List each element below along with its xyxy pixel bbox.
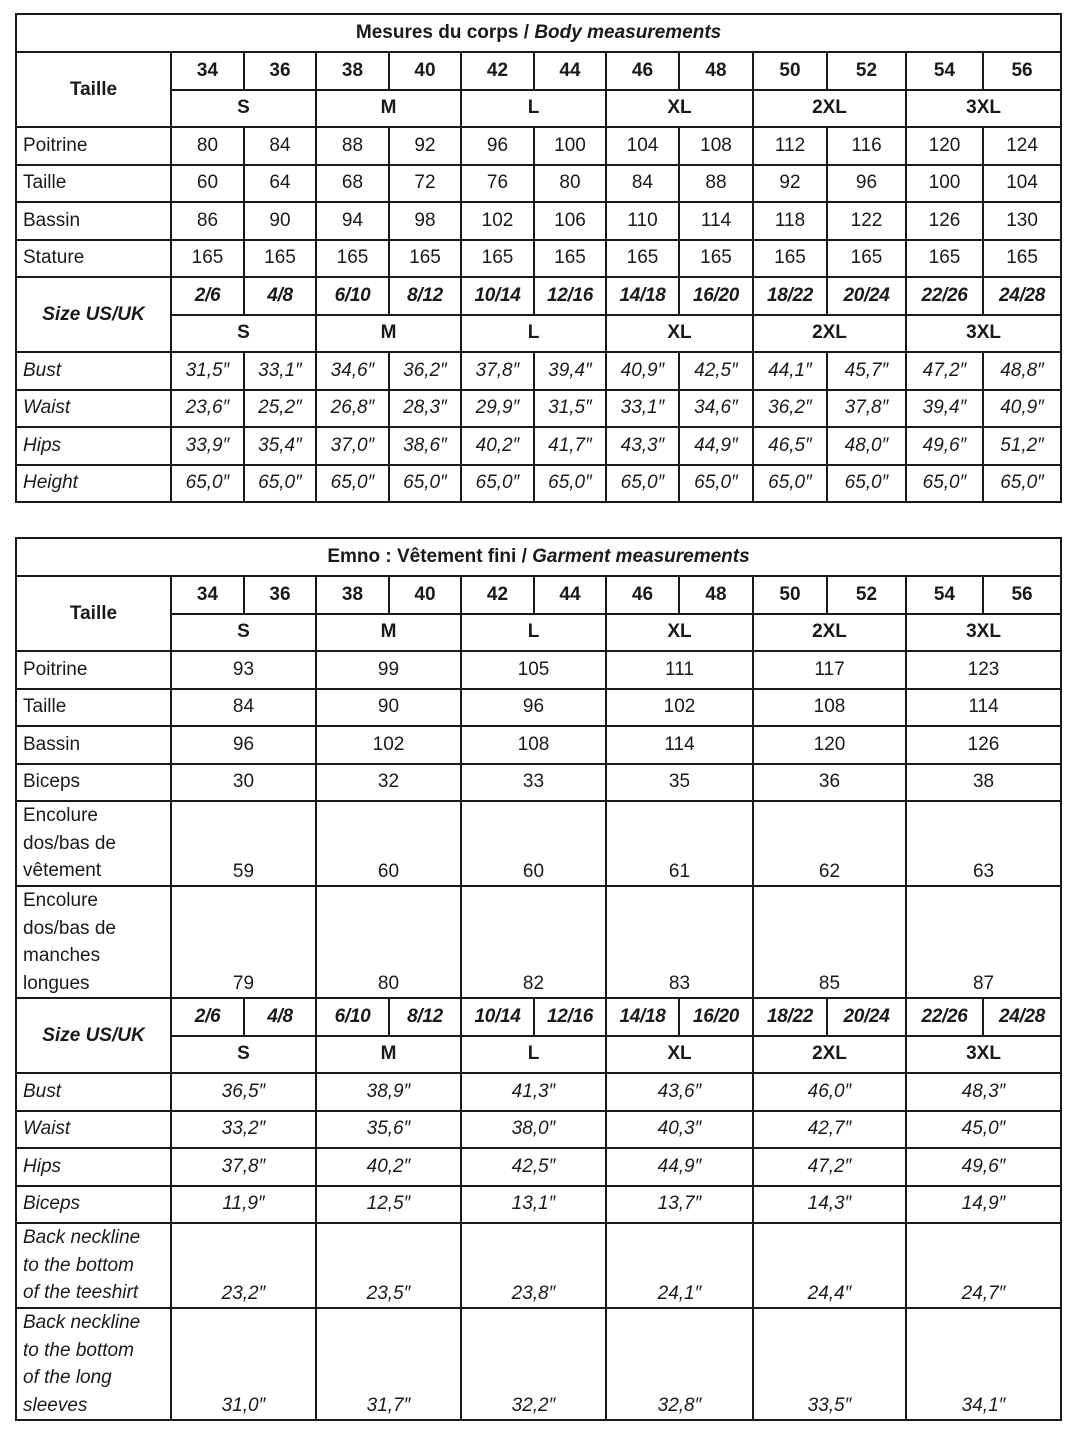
cell-value: 165 <box>534 240 606 278</box>
cell-value: 165 <box>753 240 827 278</box>
size-letter: 3XL <box>906 90 1061 128</box>
cell-value: 100 <box>906 165 983 203</box>
cell-value: 38,6″ <box>389 427 461 465</box>
size-eu: 36 <box>244 52 316 90</box>
cell-value: 60 <box>171 165 244 203</box>
cell-value: 34,6″ <box>679 390 753 428</box>
row-label: Biceps <box>16 1186 171 1224</box>
row-label-line: of the long <box>23 1367 112 1388</box>
size-us-label: Size US/UK <box>16 998 171 1073</box>
size-letter: 2XL <box>753 315 906 353</box>
garment-measurements-table <box>15 537 1062 1421</box>
size-us: 24/28 <box>983 998 1061 1036</box>
row-label-line: Encolure <box>23 805 98 826</box>
cell-value: 111 <box>606 651 753 689</box>
row-label: Stature <box>16 240 171 278</box>
cell-value: 37,0″ <box>316 427 389 465</box>
cell-value: 31,5″ <box>171 352 244 390</box>
size-us: 12/16 <box>534 998 606 1036</box>
cell-value: 65,0″ <box>171 465 244 503</box>
cell-value: 72 <box>389 165 461 203</box>
cell-value: 49,6″ <box>906 427 983 465</box>
cell-value: 42,5″ <box>461 1148 606 1186</box>
cell-value: 44,9″ <box>606 1148 753 1186</box>
cell-value: 76 <box>461 165 534 203</box>
cell-value: 65,0″ <box>906 465 983 503</box>
cell-value: 35,6″ <box>316 1111 461 1149</box>
size-eu: 52 <box>827 576 906 614</box>
cell-value: 80 <box>316 886 461 998</box>
cell-value: 65,0″ <box>389 465 461 503</box>
size-eu: 40 <box>389 52 461 90</box>
row-label <box>16 1223 171 1308</box>
cell-value: 165 <box>827 240 906 278</box>
cell-value: 34,1″ <box>906 1308 1061 1420</box>
cell-value: 32 <box>316 764 461 802</box>
cell-value: 108 <box>461 726 606 764</box>
cell-value: 96 <box>461 689 606 727</box>
cell-value: 33,1″ <box>606 390 679 428</box>
cell-value: 98 <box>389 202 461 240</box>
size-eu: 44 <box>534 52 606 90</box>
size-us: 22/26 <box>906 998 983 1036</box>
size-us: 4/8 <box>244 277 316 315</box>
size-us: 2/6 <box>171 998 244 1036</box>
cell-value: 24,1″ <box>606 1223 753 1308</box>
size-letter: 2XL <box>753 614 906 652</box>
cell-value: 79 <box>171 886 316 998</box>
cell-value: 41,7″ <box>534 427 606 465</box>
cell-value: 68 <box>316 165 389 203</box>
cell-value: 33,5″ <box>753 1308 906 1420</box>
row-label: Waist <box>16 390 171 428</box>
size-eu: 38 <box>316 576 389 614</box>
cell-value: 65,0″ <box>827 465 906 503</box>
cell-value: 60 <box>316 801 461 886</box>
size-eu: 46 <box>606 576 679 614</box>
size-letter: XL <box>606 1036 753 1074</box>
size-eu: 44 <box>534 576 606 614</box>
cell-value: 120 <box>753 726 906 764</box>
cell-value: 42,7″ <box>753 1111 906 1149</box>
cell-value: 36 <box>753 764 906 802</box>
row-label-line: longues <box>23 972 90 994</box>
cell-value: 32,2″ <box>461 1308 606 1420</box>
row-label: Taille <box>16 689 171 727</box>
cell-value: 108 <box>753 689 906 727</box>
cell-value: 104 <box>606 127 679 165</box>
size-eu: 34 <box>171 576 244 614</box>
size-letter: S <box>171 614 316 652</box>
cell-value: 31,7″ <box>316 1308 461 1420</box>
cell-value: 65,0″ <box>534 465 606 503</box>
cell-value: 13,7″ <box>606 1186 753 1224</box>
row-label: Poitrine <box>16 651 171 689</box>
cell-value: 116 <box>827 127 906 165</box>
cell-value: 48,0″ <box>827 427 906 465</box>
cell-value: 117 <box>753 651 906 689</box>
size-us: 10/14 <box>461 998 534 1036</box>
size-letter: L <box>461 1036 606 1074</box>
cell-value: 126 <box>906 726 1061 764</box>
size-letter: S <box>171 1036 316 1074</box>
cell-value: 96 <box>827 165 906 203</box>
cell-value: 26,8″ <box>316 390 389 428</box>
cell-value: 83 <box>606 886 753 998</box>
cell-value: 165 <box>244 240 316 278</box>
row-label-line: Back neckline <box>23 1312 141 1333</box>
row-label: Biceps <box>16 764 171 802</box>
cell-value: 11,9″ <box>171 1186 316 1224</box>
cell-value: 100 <box>534 127 606 165</box>
cell-value: 99 <box>316 651 461 689</box>
row-label: Taille <box>16 165 171 203</box>
cell-value: 165 <box>461 240 534 278</box>
cell-value: 86 <box>171 202 244 240</box>
cell-value: 32,8″ <box>606 1308 753 1420</box>
cell-value: 114 <box>606 726 753 764</box>
cell-value: 88 <box>679 165 753 203</box>
cell-value: 96 <box>461 127 534 165</box>
cell-value: 65,0″ <box>679 465 753 503</box>
size-us: 24/28 <box>983 277 1061 315</box>
cell-value: 24,4″ <box>753 1223 906 1308</box>
cell-value: 118 <box>753 202 827 240</box>
size-eu: 34 <box>171 52 244 90</box>
size-eu: 54 <box>906 52 983 90</box>
size-letter: M <box>316 90 461 128</box>
size-us-label: Size US/UK <box>16 277 171 352</box>
row-label: Bassin <box>16 202 171 240</box>
taille-label: Taille <box>16 576 171 651</box>
cell-value: 12,5″ <box>316 1186 461 1224</box>
size-eu: 50 <box>753 576 827 614</box>
cell-value: 92 <box>389 127 461 165</box>
row-label: Hips <box>16 427 171 465</box>
cell-value: 44,1″ <box>753 352 827 390</box>
row-label-line: Back neckline <box>23 1227 141 1248</box>
size-eu: 48 <box>679 52 753 90</box>
cell-value: 44,9″ <box>679 427 753 465</box>
row-label: Bust <box>16 352 171 390</box>
size-eu: 36 <box>244 576 316 614</box>
size-letter: XL <box>606 90 753 128</box>
size-letter: L <box>461 315 606 353</box>
taille-label: Taille <box>16 52 171 127</box>
cell-value: 84 <box>244 127 316 165</box>
size-eu: 50 <box>753 52 827 90</box>
row-label-line: sleeves <box>23 1394 88 1416</box>
row-label: Bassin <box>16 726 171 764</box>
cell-value: 59 <box>171 801 316 886</box>
cell-value: 48,3″ <box>906 1073 1061 1111</box>
row-label <box>16 801 171 886</box>
cell-value: 40,3″ <box>606 1111 753 1149</box>
size-eu: 56 <box>983 576 1061 614</box>
row-label-line: to the bottom <box>23 1339 134 1361</box>
cell-value: 165 <box>171 240 244 278</box>
row-label-line: dos/bas de <box>23 917 116 939</box>
cell-value: 43,6″ <box>606 1073 753 1111</box>
cell-value: 25,2″ <box>244 390 316 428</box>
cell-value: 104 <box>983 165 1061 203</box>
table-title <box>16 538 1061 576</box>
cell-value: 23,2″ <box>171 1223 316 1308</box>
cell-value: 165 <box>983 240 1061 278</box>
size-eu: 54 <box>906 576 983 614</box>
cell-value: 13,1″ <box>461 1186 606 1224</box>
cell-value: 28,3″ <box>389 390 461 428</box>
cell-value: 36,5″ <box>171 1073 316 1111</box>
size-eu: 38 <box>316 52 389 90</box>
size-letter: XL <box>606 614 753 652</box>
size-eu: 42 <box>461 52 534 90</box>
cell-value: 14,3″ <box>753 1186 906 1224</box>
size-us: 10/14 <box>461 277 534 315</box>
cell-value: 31,0″ <box>171 1308 316 1420</box>
cell-value: 34,6″ <box>316 352 389 390</box>
size-us: 22/26 <box>906 277 983 315</box>
row-label: Waist <box>16 1111 171 1149</box>
size-us: 12/16 <box>534 277 606 315</box>
cell-value: 45,0″ <box>906 1111 1061 1149</box>
cell-value: 85 <box>753 886 906 998</box>
cell-value: 65,0″ <box>244 465 316 503</box>
cell-value: 43,3″ <box>606 427 679 465</box>
size-letter: 2XL <box>753 1036 906 1074</box>
cell-value: 37,8″ <box>171 1148 316 1186</box>
cell-value: 124 <box>983 127 1061 165</box>
size-us: 6/10 <box>316 998 389 1036</box>
cell-value: 102 <box>461 202 534 240</box>
cell-value: 92 <box>753 165 827 203</box>
cell-value: 39,4″ <box>534 352 606 390</box>
row-label <box>16 1308 171 1420</box>
cell-value: 46,5″ <box>753 427 827 465</box>
cell-value: 90 <box>316 689 461 727</box>
size-letter: M <box>316 1036 461 1074</box>
row-label-line: vêtement <box>23 860 102 881</box>
cell-value: 36,2″ <box>753 390 827 428</box>
cell-value: 49,6″ <box>906 1148 1061 1186</box>
cell-value: 36,2″ <box>389 352 461 390</box>
cell-value: 165 <box>606 240 679 278</box>
size-letter: S <box>171 90 316 128</box>
table-title-en: Garment measurements <box>532 546 750 567</box>
cell-value: 120 <box>906 127 983 165</box>
row-label <box>16 886 171 998</box>
size-us: 16/20 <box>679 277 753 315</box>
size-us: 20/24 <box>827 998 906 1036</box>
size-letter: M <box>316 614 461 652</box>
cell-value: 35 <box>606 764 753 802</box>
cell-value: 84 <box>171 689 316 727</box>
size-letter: M <box>316 315 461 353</box>
cell-value: 106 <box>534 202 606 240</box>
cell-value: 130 <box>983 202 1061 240</box>
size-us: 8/12 <box>389 998 461 1036</box>
cell-value: 38,0″ <box>461 1111 606 1149</box>
cell-value: 33,9″ <box>171 427 244 465</box>
body-measurements-table <box>15 13 1062 503</box>
row-label-line: Encolure <box>23 890 98 911</box>
cell-value: 60 <box>461 801 606 886</box>
cell-value: 63 <box>906 801 1061 886</box>
cell-value: 14,9″ <box>906 1186 1061 1224</box>
cell-value: 122 <box>827 202 906 240</box>
cell-value: 47,2″ <box>753 1148 906 1186</box>
cell-value: 41,3″ <box>461 1073 606 1111</box>
size-letter: XL <box>606 315 753 353</box>
cell-value: 110 <box>606 202 679 240</box>
size-letter: 2XL <box>753 90 906 128</box>
cell-value: 23,8″ <box>461 1223 606 1308</box>
size-letter: L <box>461 90 606 128</box>
cell-value: 94 <box>316 202 389 240</box>
size-eu: 56 <box>983 52 1061 90</box>
cell-value: 123 <box>906 651 1061 689</box>
cell-value: 65,0″ <box>316 465 389 503</box>
size-eu: 46 <box>606 52 679 90</box>
cell-value: 46,0″ <box>753 1073 906 1111</box>
size-us: 16/20 <box>679 998 753 1036</box>
row-label-line: manches <box>23 945 101 966</box>
cell-value: 38 <box>906 764 1061 802</box>
cell-value: 33,2″ <box>171 1111 316 1149</box>
cell-value: 40,2″ <box>461 427 534 465</box>
cell-value: 88 <box>316 127 389 165</box>
size-us: 14/18 <box>606 998 679 1036</box>
cell-value: 40,2″ <box>316 1148 461 1186</box>
size-us: 6/10 <box>316 277 389 315</box>
cell-value: 105 <box>461 651 606 689</box>
cell-value: 45,7″ <box>827 352 906 390</box>
cell-value: 48,8″ <box>983 352 1061 390</box>
row-label: Height <box>16 465 171 503</box>
cell-value: 84 <box>606 165 679 203</box>
size-eu: 52 <box>827 52 906 90</box>
row-label-line: dos/bas de <box>23 832 116 854</box>
cell-value: 62 <box>753 801 906 886</box>
size-letter: 3XL <box>906 315 1061 353</box>
cell-value: 96 <box>171 726 316 764</box>
cell-value: 42,5″ <box>679 352 753 390</box>
cell-value: 37,8″ <box>461 352 534 390</box>
cell-value: 165 <box>679 240 753 278</box>
cell-value: 64 <box>244 165 316 203</box>
size-us: 18/22 <box>753 277 827 315</box>
cell-value: 65,0″ <box>461 465 534 503</box>
cell-value: 61 <box>606 801 753 886</box>
cell-value: 65,0″ <box>983 465 1061 503</box>
row-label: Poitrine <box>16 127 171 165</box>
cell-value: 65,0″ <box>606 465 679 503</box>
row-label-line: to the bottom <box>23 1254 134 1276</box>
cell-value: 35,4″ <box>244 427 316 465</box>
cell-value: 39,4″ <box>906 390 983 428</box>
cell-value: 82 <box>461 886 606 998</box>
size-us: 20/24 <box>827 277 906 315</box>
cell-value: 90 <box>244 202 316 240</box>
table-title-fr: Emno : Vêtement fini / <box>327 546 533 567</box>
cell-value: 65,0″ <box>753 465 827 503</box>
cell-value: 112 <box>753 127 827 165</box>
cell-value: 24,7″ <box>906 1223 1061 1308</box>
cell-value: 87 <box>906 886 1061 998</box>
cell-value: 80 <box>171 127 244 165</box>
cell-value: 114 <box>679 202 753 240</box>
cell-value: 114 <box>906 689 1061 727</box>
cell-value: 23,5″ <box>316 1223 461 1308</box>
size-us: 18/22 <box>753 998 827 1036</box>
cell-value: 37,8″ <box>827 390 906 428</box>
table-title-fr: Mesures du corps / <box>355 22 535 43</box>
cell-value: 47,2″ <box>906 352 983 390</box>
cell-value: 126 <box>906 202 983 240</box>
cell-value: 108 <box>679 127 753 165</box>
size-letter: S <box>171 315 316 353</box>
size-eu: 42 <box>461 576 534 614</box>
size-letter: 3XL <box>906 614 1061 652</box>
cell-value: 165 <box>906 240 983 278</box>
cell-value: 30 <box>171 764 316 802</box>
cell-value: 40,9″ <box>983 390 1061 428</box>
size-us: 2/6 <box>171 277 244 315</box>
cell-value: 80 <box>534 165 606 203</box>
size-letter: 3XL <box>906 1036 1061 1074</box>
cell-value: 33,1″ <box>244 352 316 390</box>
cell-value: 165 <box>389 240 461 278</box>
size-us: 14/18 <box>606 277 679 315</box>
table-title <box>16 14 1061 52</box>
size-us: 8/12 <box>389 277 461 315</box>
cell-value: 29,9″ <box>461 390 534 428</box>
size-us: 4/8 <box>244 998 316 1036</box>
cell-value: 33 <box>461 764 606 802</box>
row-label-line: of the teeshirt <box>23 1282 139 1303</box>
cell-value: 31,5″ <box>534 390 606 428</box>
row-label: Bust <box>16 1073 171 1111</box>
cell-value: 102 <box>316 726 461 764</box>
cell-value: 93 <box>171 651 316 689</box>
cell-value: 23,6″ <box>171 390 244 428</box>
size-letter: L <box>461 614 606 652</box>
cell-value: 165 <box>316 240 389 278</box>
cell-value: 51,2″ <box>983 427 1061 465</box>
size-eu: 40 <box>389 576 461 614</box>
cell-value: 38,9″ <box>316 1073 461 1111</box>
cell-value: 40,9″ <box>606 352 679 390</box>
row-label: Hips <box>16 1148 171 1186</box>
size-eu: 48 <box>679 576 753 614</box>
table-title-en: Body measurements <box>534 22 722 43</box>
cell-value: 102 <box>606 689 753 727</box>
